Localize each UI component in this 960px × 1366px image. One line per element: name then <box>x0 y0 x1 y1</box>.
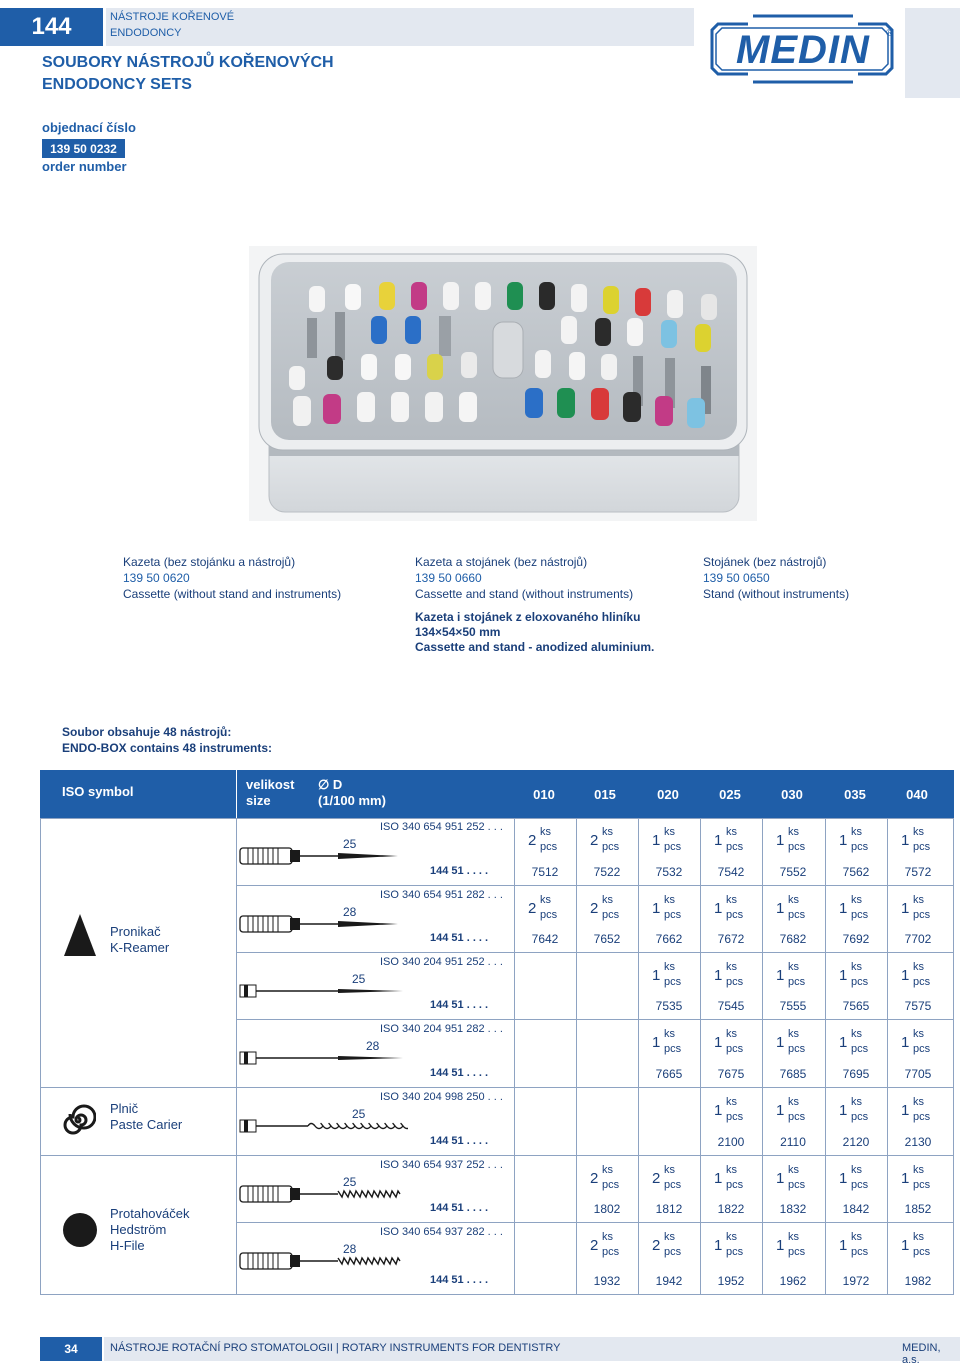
article-code: 7512 <box>531 865 559 879</box>
material-note-line3: Cassette and stand - anodized aluminium. <box>415 640 655 654</box>
col-header-015: 015 <box>594 787 616 802</box>
unit-en: pcs <box>851 1179 869 1191</box>
unit-en: pcs <box>913 1043 931 1055</box>
quantity-cell <box>708 1164 760 1196</box>
quantity-cell <box>584 826 636 858</box>
unit-cz: ks <box>664 826 675 838</box>
quantity-cell <box>833 826 885 858</box>
article-prefix: 144 51 . . . . <box>430 1067 489 1079</box>
quantity-cell <box>646 894 698 926</box>
quantity-cell <box>584 1164 636 1196</box>
quantity-value: 1 <box>839 1170 848 1187</box>
order-label-cz: objednací číslo <box>42 120 136 135</box>
article-code: 1812 <box>655 1202 683 1216</box>
quantity-cell <box>646 1164 698 1196</box>
article-code: 1952 <box>717 1274 745 1288</box>
quantity-value: 1 <box>901 900 910 917</box>
unit-en: pcs <box>913 1179 931 1191</box>
unit-en: pcs <box>851 1111 869 1123</box>
col-header-035: 035 <box>844 787 866 802</box>
article-code: 1852 <box>904 1202 932 1216</box>
caption-cassette-stand-en: Cassette and stand (without instruments) <box>415 587 634 601</box>
unit-cz: ks <box>602 894 613 906</box>
quantity-cell <box>584 1231 636 1263</box>
quantity-cell <box>770 826 822 858</box>
page-title-cz: SOUBORY NÁSTROJŮ KOŘENOVÝCH <box>42 54 334 71</box>
unit-en: pcs <box>540 909 558 921</box>
quantity-cell <box>646 826 698 858</box>
unit-cz: ks <box>788 961 799 973</box>
iso-reference: ISO 340 654 951 282 . . . <box>380 889 503 901</box>
quantity-cell <box>833 1231 885 1263</box>
quantity-value: 1 <box>839 1102 848 1119</box>
unit-cz: ks <box>540 826 551 838</box>
unit-en: pcs <box>664 1043 682 1055</box>
unit-en: pcs <box>664 841 682 853</box>
group-k-reamer <box>110 924 169 956</box>
contents-line1: Soubor obsahuje 48 nástrojů: <box>62 725 232 739</box>
caption-cassette-en: Cassette (without stand and instruments) <box>123 587 342 601</box>
unit-cz: ks <box>913 1164 924 1176</box>
size-label: 25 <box>352 1107 366 1121</box>
unit-cz: ks <box>851 1164 862 1176</box>
quantity-value: 1 <box>714 1102 723 1119</box>
caption-cassette-number: 139 50 0620 <box>123 571 190 585</box>
unit-en: pcs <box>726 841 744 853</box>
quantity-cell <box>770 961 822 993</box>
group-h-file <box>110 1206 190 1254</box>
table-header <box>40 770 954 818</box>
unit-cz: ks <box>851 894 862 906</box>
unit-en: pcs <box>851 841 869 853</box>
unit-en: pcs <box>788 976 806 988</box>
article-code: 7665 <box>655 1067 683 1081</box>
unit-en: pcs <box>726 976 744 988</box>
unit-cz: ks <box>913 961 924 973</box>
quantity-value: 1 <box>839 1237 848 1254</box>
iso-reference: ISO 340 204 951 282 . . . <box>380 1023 503 1035</box>
instrument-drawing-icon <box>238 1241 408 1281</box>
quantity-cell <box>770 1028 822 1060</box>
unit-en: pcs <box>726 1111 744 1123</box>
article-code: 1972 <box>842 1274 870 1288</box>
quantity-cell <box>895 894 947 926</box>
article-code: 1822 <box>717 1202 745 1216</box>
unit-en: pcs <box>788 1111 806 1123</box>
article-code: 1842 <box>842 1202 870 1216</box>
iso-reference: ISO 340 654 937 252 . . . <box>380 1159 503 1171</box>
unit-cz: ks <box>788 1231 799 1243</box>
unit-en: pcs <box>788 1246 806 1258</box>
unit-en: pcs <box>602 1246 620 1258</box>
unit-en: pcs <box>664 1246 682 1258</box>
caption-stand-en: Stand (without instruments) <box>703 587 850 601</box>
quantity-value: 1 <box>776 1034 785 1051</box>
size-label: 28 <box>343 905 357 919</box>
quantity-cell <box>584 894 636 926</box>
footer-company: MEDIN, a.s. <box>902 1342 941 1366</box>
quantity-value: 1 <box>839 1034 848 1051</box>
article-code: 7695 <box>842 1067 870 1081</box>
size-label: 28 <box>366 1039 380 1053</box>
col-header-020: 020 <box>657 787 679 802</box>
article-code: 7642 <box>531 932 559 946</box>
instrument-drawing-icon <box>238 836 408 876</box>
col-header-040: 040 <box>906 787 928 802</box>
quantity-cell <box>646 1028 698 1060</box>
unit-en: pcs <box>851 909 869 921</box>
instrument-drawing-icon <box>238 904 408 944</box>
quantity-cell <box>708 1096 760 1128</box>
group-k-reamer-cz: Pronikač <box>110 924 161 939</box>
caption-stand-title: Stojánek (bez nástrojů) <box>703 555 827 569</box>
unit-en: pcs <box>913 976 931 988</box>
unit-cz: ks <box>788 1164 799 1176</box>
page-number-badge: 144 <box>0 8 103 46</box>
col-header-030: 030 <box>781 787 803 802</box>
unit-cz: ks <box>788 1096 799 1108</box>
medin-logo <box>708 8 898 90</box>
quantity-value: 2 <box>590 1170 599 1187</box>
unit-cz: ks <box>913 894 924 906</box>
article-prefix: 144 51 . . . . <box>430 1274 489 1286</box>
unit-en: pcs <box>726 1246 744 1258</box>
caption-cassette-title: Kazeta (bez stojánku a nástrojů) <box>123 555 296 569</box>
unit-cz: ks <box>602 826 613 838</box>
unit-cz: ks <box>664 1028 675 1040</box>
header-right-band <box>905 8 960 98</box>
article-code: 1962 <box>779 1274 807 1288</box>
quantity-value: 1 <box>901 967 910 984</box>
quantity-value: 1 <box>776 1237 785 1254</box>
caption-stand-number: 139 50 0650 <box>703 571 770 585</box>
contents-line2: ENDO-BOX contains 48 instruments: <box>62 741 273 755</box>
quantity-cell <box>522 894 574 926</box>
circle-symbol-icon <box>62 1212 98 1253</box>
quantity-value: 1 <box>839 900 848 917</box>
triangle-symbol-icon <box>62 910 98 965</box>
unit-cz: ks <box>726 826 737 838</box>
quantity-cell <box>895 1231 947 1263</box>
unit-en: pcs <box>913 1111 931 1123</box>
quantity-value: 1 <box>839 967 848 984</box>
quantity-value: 1 <box>901 1102 910 1119</box>
quantity-cell <box>708 961 760 993</box>
unit-cz: ks <box>726 1096 737 1108</box>
quantity-value: 1 <box>776 900 785 917</box>
quantity-value: 1 <box>714 1034 723 1051</box>
quantity-value: 2 <box>652 1170 661 1187</box>
quantity-value: 1 <box>714 1237 723 1254</box>
quantity-cell <box>770 1231 822 1263</box>
article-code: 7675 <box>717 1067 745 1081</box>
unit-cz: ks <box>788 894 799 906</box>
unit-cz: ks <box>540 894 551 906</box>
footer-page-number: 34 <box>40 1337 102 1361</box>
material-note-line1: Kazeta i stojánek z eloxovaného hliníku <box>415 610 641 624</box>
unit-en: pcs <box>851 1246 869 1258</box>
quantity-value: 1 <box>652 1034 661 1051</box>
quantity-cell <box>646 961 698 993</box>
instrument-drawing-icon <box>238 1106 408 1146</box>
unit-en: pcs <box>788 1179 806 1191</box>
caption-cassette-stand-title: Kazeta a stojánek (bez nástrojů) <box>415 555 588 569</box>
article-code: 7522 <box>593 865 621 879</box>
article-code: 1832 <box>779 1202 807 1216</box>
logo-wordmark: MEDIN <box>736 28 870 72</box>
article-code: 7545 <box>717 999 745 1013</box>
group-h-file-cz-2: Hedström <box>110 1222 167 1237</box>
quantity-cell <box>895 961 947 993</box>
registered-mark: ® <box>886 28 894 39</box>
quantity-cell <box>833 1164 885 1196</box>
iso-reference: ISO 340 654 937 282 . . . <box>380 1226 503 1238</box>
unit-en: pcs <box>788 909 806 921</box>
caption-cassette-stand-number: 139 50 0660 <box>415 571 482 585</box>
instrument-drawing-icon <box>238 971 408 1011</box>
group-paste-carrier-en: Paste Carier <box>110 1117 183 1132</box>
footer-text: NÁSTROJE ROTAČNÍ PRO STOMATOLOGII | ROTARY INSTRUMENTS FOR DENTISTRY <box>110 1342 561 1354</box>
unit-cz: ks <box>913 1028 924 1040</box>
col-header-iso-symbol: ISO symbol <box>62 784 134 799</box>
article-code: 7705 <box>904 1067 932 1081</box>
col-header-size <box>246 777 294 809</box>
quantity-value: 1 <box>652 967 661 984</box>
quantity-value: 1 <box>776 1102 785 1119</box>
article-prefix: 144 51 . . . . <box>430 1135 489 1147</box>
unit-en: pcs <box>788 841 806 853</box>
unit-en: pcs <box>788 1043 806 1055</box>
unit-en: pcs <box>664 1179 682 1191</box>
group-paste-carrier <box>110 1101 182 1133</box>
article-code: 1932 <box>593 1274 621 1288</box>
unit-en: pcs <box>851 976 869 988</box>
quantity-cell <box>833 1028 885 1060</box>
unit-en: pcs <box>664 909 682 921</box>
quantity-cell <box>522 826 574 858</box>
unit-en: pcs <box>726 1179 744 1191</box>
size-label: 25 <box>352 972 366 986</box>
size-label: 25 <box>343 1175 357 1189</box>
unit-en: pcs <box>726 1043 744 1055</box>
unit-cz: ks <box>602 1164 613 1176</box>
quantity-cell <box>708 826 760 858</box>
quantity-value: 2 <box>590 900 599 917</box>
quantity-value: 1 <box>901 1170 910 1187</box>
article-code: 7575 <box>904 999 932 1013</box>
article-prefix: 144 51 . . . . <box>430 865 489 877</box>
unit-cz: ks <box>726 1164 737 1176</box>
unit-cz: ks <box>726 1231 737 1243</box>
quantity-cell <box>895 1028 947 1060</box>
instrument-drawing-icon <box>238 1174 408 1214</box>
quantity-cell <box>833 894 885 926</box>
article-prefix: 144 51 . . . . <box>430 999 489 1011</box>
col-header-size-en: size <box>246 793 271 808</box>
quantity-value: 2 <box>528 900 537 917</box>
article-code: 1942 <box>655 1274 683 1288</box>
quantity-value: 2 <box>528 832 537 849</box>
quantity-value: 2 <box>590 1237 599 1254</box>
quantity-value: 1 <box>714 900 723 917</box>
article-code: 2130 <box>904 1135 932 1149</box>
quantity-value: 1 <box>714 967 723 984</box>
quantity-value: 1 <box>714 832 723 849</box>
unit-cz: ks <box>602 1231 613 1243</box>
unit-en: pcs <box>913 1246 931 1258</box>
unit-en: pcs <box>913 841 931 853</box>
unit-cz: ks <box>851 826 862 838</box>
article-code: 7672 <box>717 932 745 946</box>
article-code: 7535 <box>655 999 683 1013</box>
article-code: 7565 <box>842 999 870 1013</box>
group-k-reamer-en: K-Reamer <box>110 940 170 955</box>
quantity-value: 1 <box>776 832 785 849</box>
order-number-badge: 139 50 0232 <box>42 139 125 158</box>
quantity-cell <box>895 826 947 858</box>
col-header-diameter-unit: (1/100 mm) <box>318 793 386 808</box>
instrument-drawing-icon <box>238 1038 408 1078</box>
iso-reference: ISO 340 204 951 252 . . . <box>380 956 503 968</box>
unit-en: pcs <box>664 976 682 988</box>
quantity-value: 1 <box>776 1170 785 1187</box>
quantity-value: 1 <box>901 1237 910 1254</box>
quantity-cell <box>770 894 822 926</box>
article-code: 7532 <box>655 865 683 879</box>
quantity-value: 2 <box>652 1237 661 1254</box>
contents-note <box>62 724 272 756</box>
unit-cz: ks <box>913 1096 924 1108</box>
quantity-cell <box>770 1164 822 1196</box>
article-code: 2100 <box>717 1135 745 1149</box>
size-label: 25 <box>343 837 357 851</box>
quantity-value: 1 <box>901 1034 910 1051</box>
unit-cz: ks <box>726 1028 737 1040</box>
quantity-cell <box>895 1096 947 1128</box>
unit-cz: ks <box>851 1028 862 1040</box>
caption-cassette-stand <box>415 554 633 602</box>
unit-cz: ks <box>664 1231 675 1243</box>
article-code: 7682 <box>779 932 807 946</box>
col-header-size-cz: velikost <box>246 777 295 792</box>
article-code: 7542 <box>717 865 745 879</box>
quantity-value: 1 <box>901 832 910 849</box>
unit-en: pcs <box>726 909 744 921</box>
article-code: 7652 <box>593 932 621 946</box>
unit-cz: ks <box>851 1231 862 1243</box>
col-header-diameter <box>318 777 386 809</box>
article-code: 7685 <box>779 1067 807 1081</box>
unit-en: pcs <box>540 841 558 853</box>
unit-en: pcs <box>602 1179 620 1191</box>
unit-cz: ks <box>851 1096 862 1108</box>
unit-cz: ks <box>664 961 675 973</box>
unit-en: pcs <box>913 909 931 921</box>
endo-box-photo <box>249 246 757 521</box>
unit-cz: ks <box>726 894 737 906</box>
size-label: 28 <box>343 1242 357 1256</box>
article-code: 2110 <box>780 1135 806 1149</box>
order-label-en: order number <box>42 159 127 174</box>
quantity-cell <box>708 894 760 926</box>
category-line-1: NÁSTROJE KOŘENOVÉ <box>110 11 235 23</box>
unit-cz: ks <box>664 894 675 906</box>
article-code: 7702 <box>904 932 932 946</box>
unit-cz: ks <box>788 1028 799 1040</box>
quantity-cell <box>646 1231 698 1263</box>
material-note <box>415 610 654 655</box>
iso-reference: ISO 340 654 951 252 . . . <box>380 821 503 833</box>
iso-reference: ISO 340 204 998 250 . . . <box>380 1091 503 1103</box>
unit-cz: ks <box>851 961 862 973</box>
article-code: 7572 <box>904 865 932 879</box>
quantity-cell <box>708 1028 760 1060</box>
article-code: 1802 <box>593 1202 621 1216</box>
unit-cz: ks <box>726 961 737 973</box>
article-code: 7562 <box>842 865 870 879</box>
article-prefix: 144 51 . . . . <box>430 1202 489 1214</box>
quantity-cell <box>833 961 885 993</box>
quantity-value: 1 <box>839 832 848 849</box>
col-header-025: 025 <box>719 787 741 802</box>
unit-en: pcs <box>602 909 620 921</box>
col-header-010: 010 <box>533 787 555 802</box>
col-header-diameter-symbol: ∅ D <box>318 777 343 792</box>
article-code: 7555 <box>779 999 807 1013</box>
unit-cz: ks <box>664 1164 675 1176</box>
quantity-value: 1 <box>652 900 661 917</box>
material-note-line2: 134×54×50 mm <box>415 625 501 639</box>
group-paste-carrier-cz: Plnič <box>110 1101 139 1116</box>
quantity-cell <box>833 1096 885 1128</box>
quantity-value: 1 <box>776 967 785 984</box>
quantity-cell <box>895 1164 947 1196</box>
quantity-cell <box>770 1096 822 1128</box>
spiral-symbol-icon <box>60 1102 96 1143</box>
unit-cz: ks <box>913 826 924 838</box>
article-code: 2120 <box>842 1135 870 1149</box>
caption-stand <box>703 554 849 602</box>
page-title-en: ENDODONCY SETS <box>42 76 192 93</box>
article-code: 7692 <box>842 932 870 946</box>
article-prefix: 144 51 . . . . <box>430 932 489 944</box>
group-h-file-en: H-File <box>110 1238 145 1253</box>
unit-cz: ks <box>788 826 799 838</box>
article-code: 7552 <box>779 865 807 879</box>
caption-cassette <box>123 554 341 602</box>
unit-en: pcs <box>851 1043 869 1055</box>
unit-cz: ks <box>913 1231 924 1243</box>
quantity-value: 2 <box>590 832 599 849</box>
quantity-value: 1 <box>714 1170 723 1187</box>
article-code: 1982 <box>904 1274 932 1288</box>
quantity-value: 1 <box>652 832 661 849</box>
article-code: 7662 <box>655 932 683 946</box>
unit-en: pcs <box>602 841 620 853</box>
category-line-2: ENDODONCY <box>110 27 182 39</box>
group-h-file-cz-1: Protahováček <box>110 1206 190 1221</box>
quantity-cell <box>708 1231 760 1263</box>
